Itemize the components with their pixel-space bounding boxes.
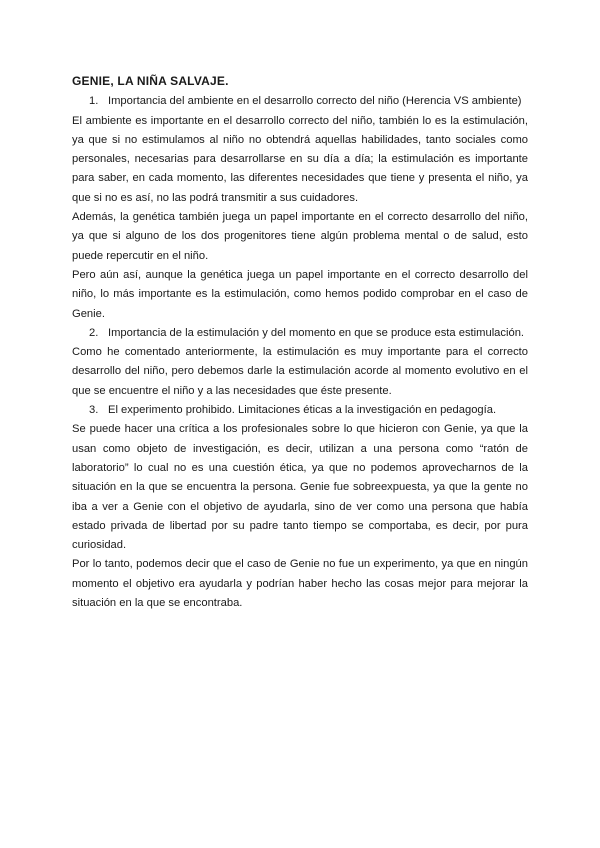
- section-heading-text: Importancia de la estimulación y del momento en que se produce esta estimulación.: [108, 326, 525, 339]
- paragraph: Además, la genética también juega un papel importante en el correcto desarrollo del niño, ya que si alguno de los dos progenitores tiene algún problema mental o de salud, esto puede repercutir en el niño.: [72, 211, 528, 262]
- section-number: 3.: [89, 404, 99, 417]
- section-number: 2.: [89, 326, 99, 339]
- document-body: [72, 72, 528, 613]
- section-heading-1: [72, 92, 528, 111]
- section-number: 1.: [89, 95, 99, 108]
- section-heading-text: El experimento prohibido. Limitaciones éticas a la investigación en pedagogía.: [108, 404, 497, 417]
- document-title: GENIE, LA NIÑA SALVAJE.: [72, 74, 229, 88]
- section-heading-2: [72, 324, 528, 343]
- paragraph: Pero aún así, aunque la genética juega un papel importante en el correcto desarrollo del niño, lo más importante es la estimulación, como hemos podido comprobar en el caso de Genie.: [72, 268, 528, 320]
- paragraph: El ambiente es importante en el desarrollo correcto del niño, también lo es la estimulación, ya que si no estimulamos al niño no obtendrá aquellas habilidades, tanto sociales como personales, necesarias para desarrollarse en su día a día; la estimulación es importante para saber, en cada momento, las diferentes necesidades que tiene y presenta el niño, ya que si no es así, no las podrá transmitir a sus cuidadores.: [72, 114, 528, 204]
- section-heading-text: Importancia del ambiente en el desarrollo correcto del niño (Herencia VS ambiente): [108, 95, 522, 108]
- section-heading-3: [72, 401, 528, 420]
- paragraph: Por lo tanto, podemos decir que el caso de Genie no fue un experimento, ya que en ningún momento el objetivo era ayudarla y podrían haber hecho las cosas mejor para mejorar la situación en la que se encontraba.: [72, 558, 528, 610]
- paragraph: Se puede hacer una crítica a los profesionales sobre lo que hicieron con Genie, ya que la usan como objeto de investigación, es decir, utilizan a una persona como “ratón de laboratorio” lo cual no es una cuestión ética, ya que no podemos aprovecharnos de la situación en la que se encuentra la persona. Genie fue sobreexpuesta, ya que la gente no iba a ver a Genie con el objetivo de ayudarla, sino de ver como una persona que había estado privada de libertad por su padre tanto tiempo se comportaba, es decir, por pura curiosidad.: [72, 423, 528, 552]
- paragraph: Como he comentado anteriormente, la estimulación es muy importante para el correcto desarrollo del niño, pero debemos darle la estimulación acorde al momento evolutivo en el que se encuentre el niño y a las necesidades que éste presente.: [72, 346, 528, 397]
